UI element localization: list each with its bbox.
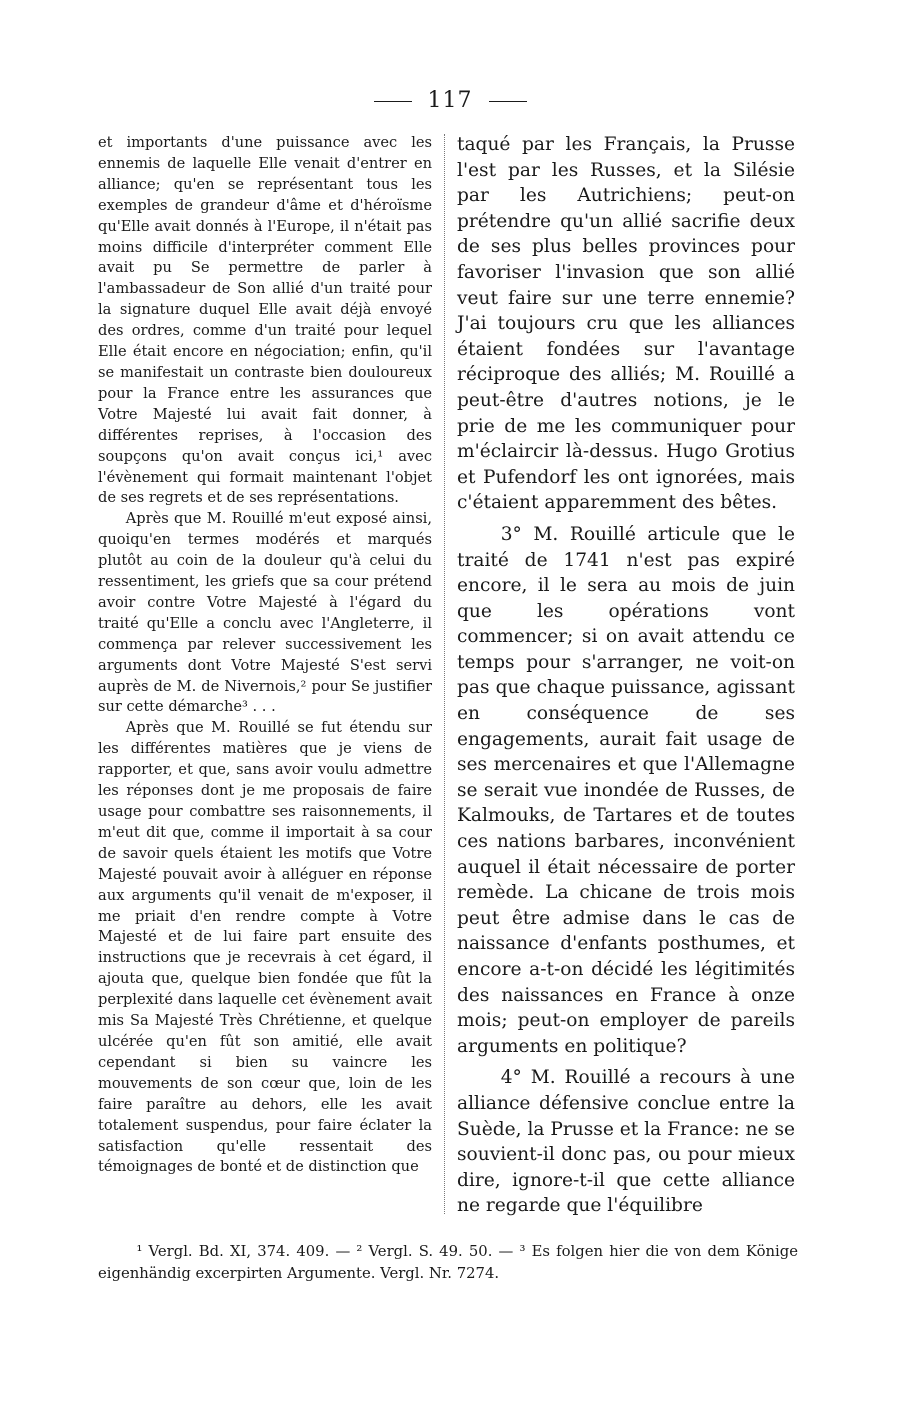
page-number: 117: [427, 88, 473, 113]
left-paragraph-3: Après que M. Rouillé se fut étendu sur les différentes matières que je viens de rapporter, et que, sans avoir voulu admettre les réponses dont je me proposais de faire usage pour combattre ses raisonnements, il m'eut dit que, comme il importait à sa cour de savoir quels étaient les motifs que Votre Majesté pouvait avoir à alléguer en réponse aux arguments qu'il venait de m'exposer, il me priait d'en rendre compte à Votre Majesté et de lui faire part ensuite des instructions que je recevrais à cet égard, il ajouta que, quelque bien fondée que fût la perplexité dans laquelle cet évènement avait mis Sa Majesté Très Chrétienne, et quelque ulcérée qu'en fût son amitié, elle avait cependant si bien su vaincre les mouvements de son cœur que, loin de les faire paraître au dehors, elle les avait totalement suspendus, pour faire éclater la satisfaction qu'elle ressentait des témoignages de bonté et de distinction que: [98, 719, 432, 1176]
right-paragraph-1: taqué par les Français, la Prusse l'est par les Russes, et la Silésie par les Autrichiens; peut-on prétendre qu'un allié sacrifie deux de ses plus belles provinces pour favoriser l'invasion que son allié veut faire sur une terre ennemie? J'ai toujours cru que les alliances étaient fondées sur l'avantage réciproque des alliés; M. Rouillé a peut-être d'autres notions, je le prie de me les communiquer pour m'éclaircir là-dessus. Hugo Grotius et Pufendorf les ont ignorées, mais c'étaient apparemment des bêtes.: [457, 134, 795, 514]
right-paragraph-3: 4° M. Rouillé a recours à une alliance défensive conclue entre la Suède, la Prusse et la France: ne se souvient-il donc pas, ou pour mieux dire, ignore-t-il que cette alliance ne regarde que l'équilibre: [457, 1067, 795, 1217]
column-divider: [444, 134, 445, 1214]
page-header: [0, 88, 900, 113]
right-column: [457, 132, 795, 1219]
right-paragraph-2: 3° M. Rouillé articule que le traité de 1741 n'est pas expiré encore, il le sera au mois de juin que les opérations vont commencer; si on avait attendu ce temps pour s'arranger, ne voit-on pas que chaque puissance, agissant en conséquence de ses engagements, aurait fait usage de ses mercenaires et que l'Allemagne se serait vue inondée de Russes, de Kalmouks, de Tartares et de toutes ces nations barbares, inconvénient auquel il était nécessaire de porter remède. La chicane de trois mois peut être admise dans le cas de naissance d'enfants posthumes, et encore a-t-on décidé les légitimités des naissances en France à onze mois; peut-on employer de pareils arguments en politique?: [457, 523, 795, 1057]
footnotes: [98, 1241, 798, 1285]
left-paragraph-2: Après que M. Rouillé m'eut exposé ainsi, quoiqu'en termes modérés et marqués plutôt au coin de la douleur qu'à celui du ressentiment, les griefs que sa cour prétend avoir contre Votre Majesté à l'égard du traité qu'Elle a conclu avec l'Angleterre, il commença par relever successivement les arguments dont Votre Majesté S'est servi auprès de M. de Nivernois,² pour Se justifier sur cette démarche³ . . .: [98, 510, 432, 716]
header-rule-left: [374, 101, 412, 102]
header-rule-right: [489, 101, 527, 102]
left-paragraph-1: et importants d'une puissance avec les ennemis de laquelle Elle venait d'entrer en alliance; qu'en se représentant tous les exemples de grandeur d'âme et d'héroïsme qu'Elle avait donnés à l'Europe, il n'était pas moins difficile d'interpréter comment Elle avait pu Se permettre de parler à l'ambassadeur de Son allié d'un traité pour la signature duquel Elle avait déjà envoyé des ordres, comme d'un traité pour lequel Elle était encore en négociation; enfin, qu'il se manifestait un contraste bien douloureux pour la France entre les assurances que Votre Majesté lui avait fait donner, à différentes reprises, à l'occasion des soupçons qu'on avait conçus ici,¹ avec l'évènement qui formait maintenant l'objet de ses regrets et de ses représentations.: [98, 134, 432, 507]
footnote-text: ¹ Vergl. Bd. XI, 374. 409. — ² Vergl. S. 49. 50. — ³ Es folgen hier die von dem Könige eigenhändig excerpirten Argumente. Vergl. Nr. 7274.: [98, 1243, 798, 1282]
left-column: [98, 133, 432, 1178]
